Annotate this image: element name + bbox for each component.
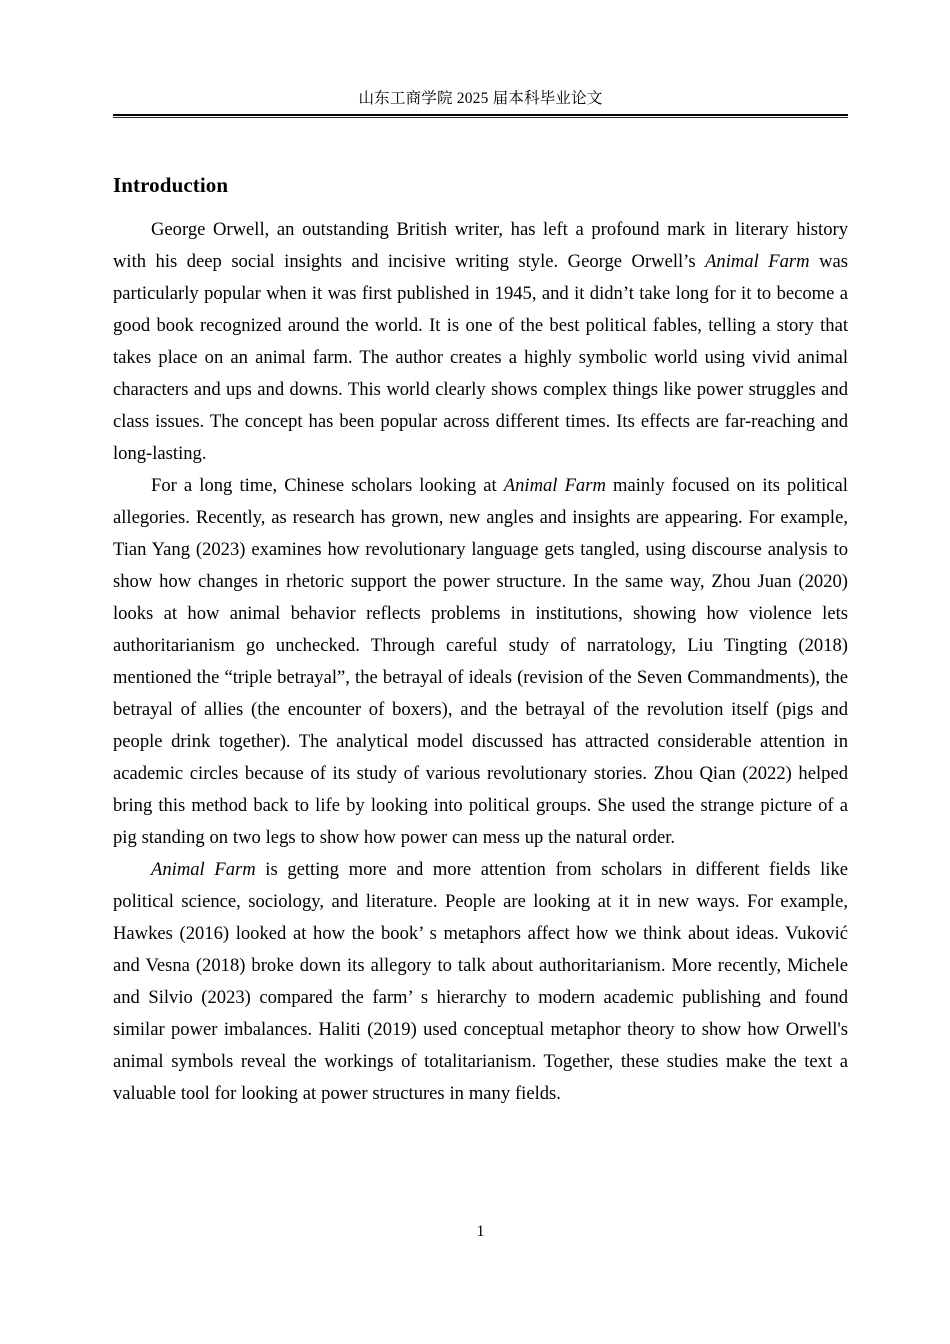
paragraph-1 <box>113 214 848 470</box>
book-title-animal-farm: Animal Farm <box>151 859 256 880</box>
book-title-animal-farm: Animal Farm <box>705 251 810 272</box>
paragraph-1-text-a: George Orwell, an outstanding British writer, has left a profound mark in literary history with his deep social insights and incisive writing style. George Orwell’s <box>113 219 848 272</box>
paragraph-3 <box>113 854 848 1110</box>
paragraph-2 <box>113 470 848 854</box>
header-title: 山东工商学院 2025 届本科毕业论文 <box>358 90 603 107</box>
page-footer <box>113 1222 848 1242</box>
running-header <box>113 88 848 118</box>
page-number: 1 <box>476 1223 485 1240</box>
section-heading-introduction: Introduction <box>113 173 229 197</box>
book-title-animal-farm: Animal Farm <box>503 475 606 496</box>
header-divider <box>113 114 848 118</box>
paragraph-2-text-a: For a long time, Chinese scholars looking at <box>151 475 504 496</box>
document-body <box>113 170 848 1110</box>
paragraph-1-text-b: was particularly popular when it was first published in 1945, and it didn’t take long for it to become a good book recognized around the world. It is one of the best political fables, telling a story that takes place on an animal farm. The author creates a highly symbolic world using vivid animal characters and ups and downs. This world clearly shows complex things like power struggles and class issues. The concept has been popular across different times. Its effects are far-reaching and long-lasting. <box>113 251 849 464</box>
paragraph-3-text-b: is getting more and more attention from scholars in different fields like political science, sociology, and literature. People are looking at it in new ways. For example, Hawkes (2016) looked at how the book’ s metaphors affect how we think about ideas. Vuković and Vesna (2018) broke down its allegory to talk about authoritarianism. More recently, Michele and Silvio (2023) compared the farm’ s hierarchy to modern academic publishing and found similar power imbalances. Haliti (2019) used conceptual metaphor theory to show how Orwell's animal symbols reveal the workings of totalitarianism. Together, these studies make the text a valuable tool for looking at power structures in many fields. <box>113 859 848 1104</box>
paragraph-2-text-b: mainly focused on its political allegories. Recently, as research has grown, new angles and insights are appearing. For example, Tian Yang (2023) examines how revolutionary language gets tangled, using discourse analysis to show how changes in rhetoric support the power structure. In the same way, Zhou Juan (2020) looks at how animal behavior reflects problems in institutions, showing how violence lets authoritarianism go unchecked. Through careful study of narratology, Liu Tingting (2018) mentioned the “triple betrayal”, the betrayal of ideals (revision of the Seven Commandments), the betrayal of allies (the encounter of boxers), and the betrayal of the revolution itself (pigs and people drink together). The analytical model discussed has attracted considerable attention in academic circles because of its study of various revolutionary stories. Zhou Qian (2022) helped bring this method back to life by looking into political groups. She used the strange picture of a pig standing on two legs to show how power can mess up the natural order. <box>113 475 848 848</box>
